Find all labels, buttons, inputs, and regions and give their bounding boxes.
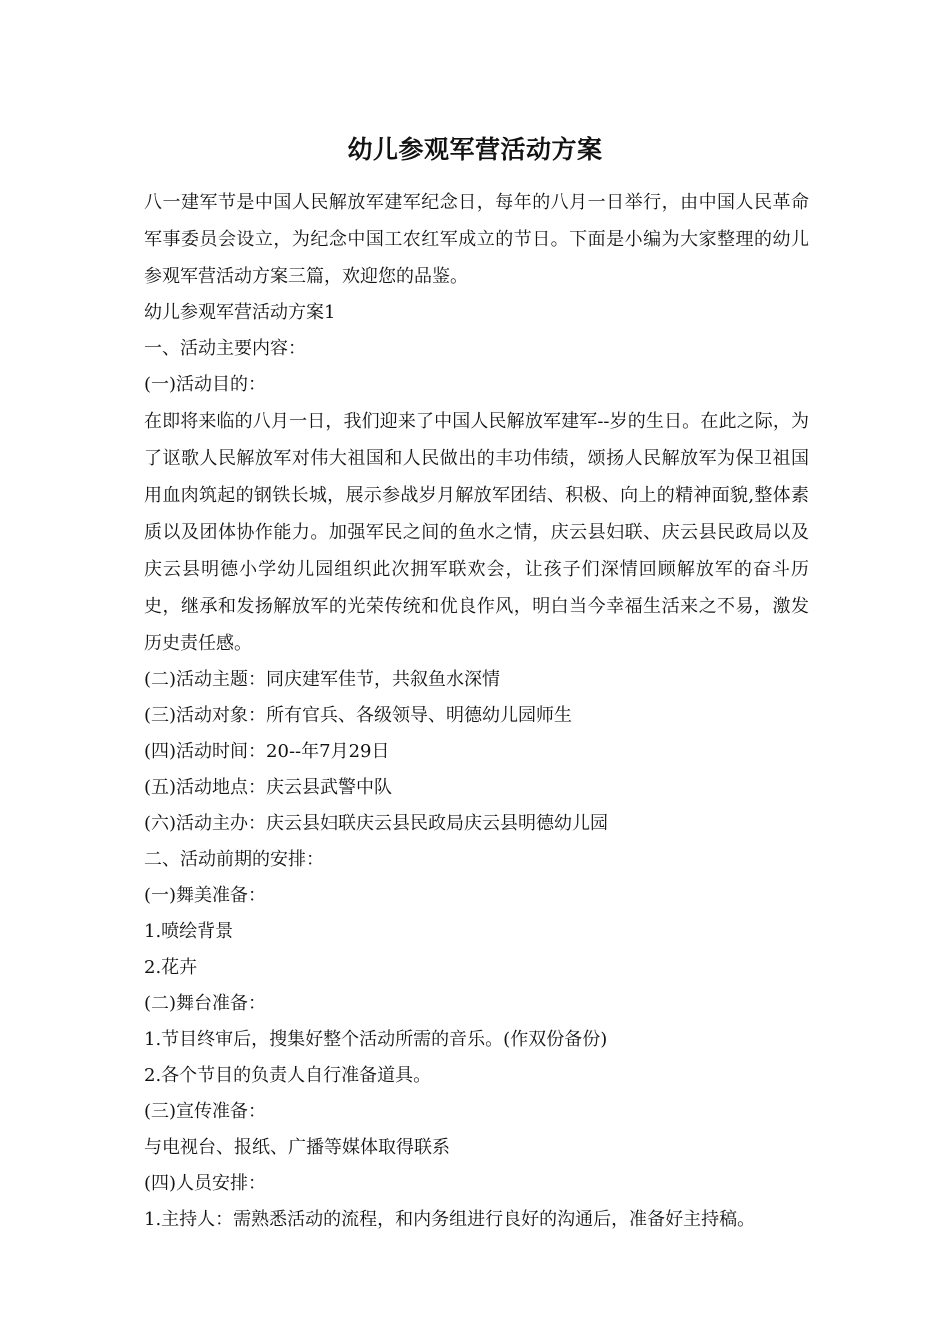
- list-item: 1.节目终审后，搜集好整个活动所需的音乐。(作双份备份): [144, 1029, 608, 1050]
- list-item: 1.喷绘背景: [144, 921, 234, 942]
- subsection-heading: (三)宣传准备：: [144, 1101, 267, 1122]
- list-item: 与电视台、报纸、广播等媒体取得联系: [144, 1137, 450, 1158]
- section-heading: 一、活动主要内容：: [144, 338, 306, 359]
- activity-location: (五)活动地点：庆云县武警中队: [144, 777, 393, 798]
- activity-organizer: (六)活动主办：庆云县妇联庆云县民政局庆云县明德幼儿园: [144, 813, 609, 834]
- list-item: 2.花卉: [144, 957, 198, 978]
- subsection-heading: (四)人员安排：: [144, 1173, 267, 1194]
- subsection-heading: (二)舞台准备：: [144, 993, 267, 1014]
- intro-paragraph: 八一建军节是中国人民解放军建军纪念日，每年的八月一日举行，由中国人民革命军事委员会设立，为纪念中国工农红军成立的节日。下面是小编为大家整理的幼儿参观军营活动方案三篇，欢迎您的品鉴。: [144, 192, 809, 287]
- subsection-heading: (一)舞美准备：: [144, 885, 267, 906]
- list-item: 2.各个节目的负责人自行准备道具。: [144, 1065, 432, 1086]
- document-body: [144, 184, 809, 1238]
- activity-audience: (三)活动对象：所有官兵、各级领导、明德幼儿园师生: [144, 705, 573, 726]
- plan-heading: 幼儿参观军营活动方案1: [144, 302, 336, 323]
- document-title: 幼儿参观军营活动方案: [347, 135, 603, 164]
- activity-time: (四)活动时间：20--年7月29日: [144, 741, 390, 762]
- purpose-paragraph: 在即将来临的八月一日，我们迎来了中国人民解放军建军--岁的生日。在此之际，为了讴歌人民解放军对伟大祖国和人民做出的丰功伟绩，颂扬人民解放军为保卫祖国用血肉筑起的钢铁长城，展示参战岁月解放军团结、积极、向上的精神面貌,整体素质以及团体协作能力。加强军民之间的鱼水之情，庆云县妇联、庆云县民政局以及庆云县明德小学幼儿园组织此次拥军联欢会，让孩子们深情回顾解放军的奋斗历史，继承和发扬解放军的光荣传统和优良作风，明白当今幸福生活来之不易，激发历史责任感。: [144, 411, 809, 654]
- section-heading: 二、活动前期的安排：: [144, 849, 324, 870]
- activity-theme: (二)活动主题：同庆建军佳节，共叙鱼水深情: [144, 669, 501, 690]
- list-item: 1.主持人：需熟悉活动的流程，和内务组进行良好的沟通后，准备好主持稿。: [144, 1209, 756, 1230]
- subsection-heading: (一)活动目的：: [144, 374, 267, 395]
